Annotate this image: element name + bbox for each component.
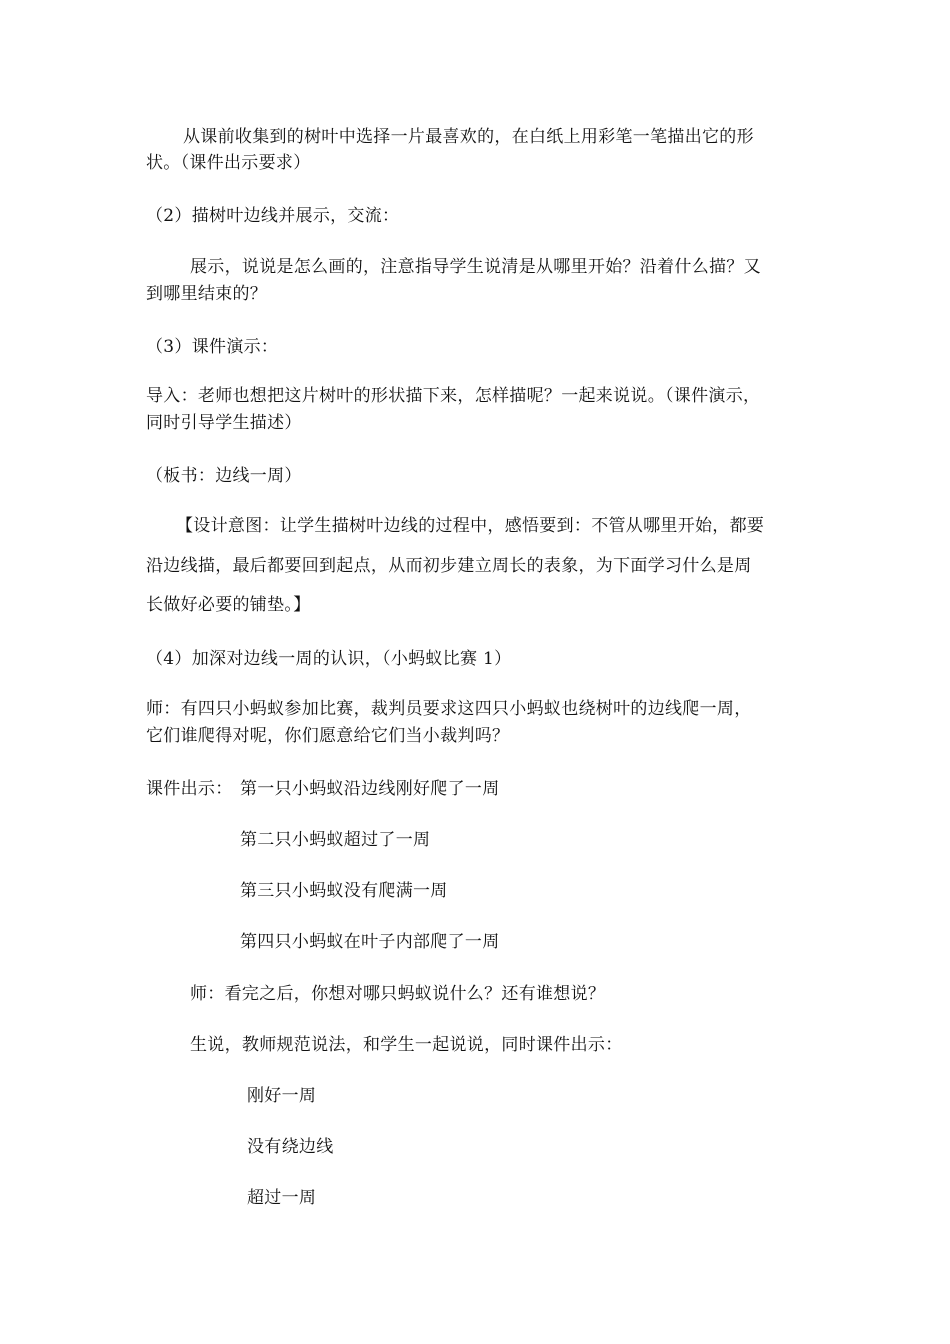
step-4-heading: （4）加深对边线一周的认识，（小蚂蚁比赛 1）: [146, 649, 512, 669]
summary-term: 刚好一周: [247, 1086, 317, 1106]
step-3-heading: （3）课件演示：: [146, 337, 279, 357]
courseware-label: 课件出示：: [146, 779, 233, 799]
paragraph-3-line-2: 同时引导学生描述）: [146, 413, 302, 433]
step-2-heading: （2）描树叶边线并展示，交流：: [146, 206, 400, 226]
teacher-prompt-line-1: 师：有四只小蚂蚁参加比赛，裁判员要求这四只小蚂蚁也绕树叶的边线爬一周，: [146, 699, 752, 719]
summary-term: 没有绕边线: [247, 1137, 334, 1157]
paragraph-3-line-1: 导入：老师也想把这片树叶的形状描下来，怎样描呢？一起来说说。（课件演示，: [146, 386, 761, 406]
paragraph-1-line-1: 从课前收集到的树叶中选择一片最喜欢的，在白纸上用彩笔一笔描出它的形: [183, 127, 754, 147]
courseware-item: 第四只小蚂蚁在叶子内部爬了一周: [240, 932, 500, 952]
design-intent-line-1: 【设计意图：让学生描树叶边线的过程中，感悟要到：不管从哪里开始，都要: [176, 516, 765, 536]
teacher-question: 师：看完之后，你想对哪只蚂蚁说什么？还有谁想说？: [190, 984, 606, 1004]
design-intent-line-2: 沿边线描，最后都要回到起点，从而初步建立周长的表象，为下面学习什么是周: [146, 556, 752, 576]
paragraph-2-line-2: 到哪里结束的？: [146, 284, 268, 304]
board-note: （板书：边线一周）: [146, 466, 302, 486]
design-intent-line-3: 长做好必要的铺垫。】: [146, 595, 311, 615]
student-response: 生说，教师规范说法，和学生一起说说，同时课件出示：: [190, 1035, 623, 1055]
summary-term: 超过一周: [247, 1188, 317, 1208]
courseware-item: 第一只小蚂蚁沿边线刚好爬了一周: [240, 779, 500, 799]
courseware-item: 第三只小蚂蚁没有爬满一周: [240, 881, 448, 901]
paragraph-1-line-2: 状。（课件出示要求）: [146, 153, 311, 173]
teacher-prompt-line-2: 它们谁爬得对呢，你们愿意给它们当小裁判吗？: [146, 726, 510, 746]
courseware-item: 第二只小蚂蚁超过了一周: [240, 830, 431, 850]
paragraph-2-line-1: 展示，说说是怎么画的，注意指导学生说清是从哪里开始？沿着什么描？又: [190, 257, 761, 277]
